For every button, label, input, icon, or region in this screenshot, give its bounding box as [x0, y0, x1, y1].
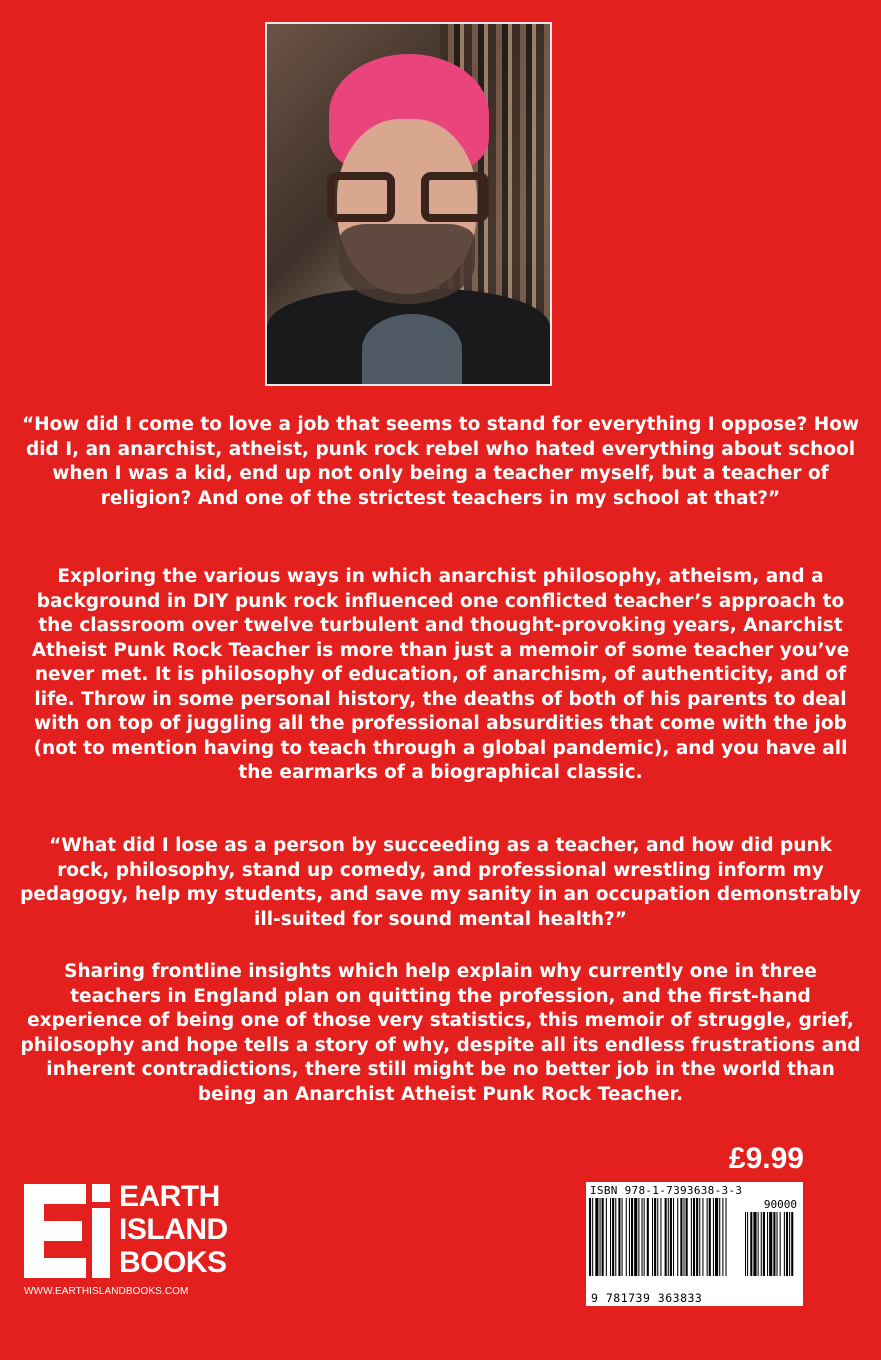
barcode-bar: [589, 1198, 591, 1276]
addon-bar: [791, 1212, 793, 1276]
addon-bar: [750, 1212, 752, 1276]
barcode-bar: [691, 1198, 692, 1276]
addon-bar: [763, 1212, 765, 1276]
earth-island-logo-icon: [24, 1184, 110, 1278]
barcode-bar: [610, 1198, 611, 1276]
author-shirt: [362, 314, 462, 384]
price-label: £9.99: [728, 1142, 804, 1175]
barcode-bar: [719, 1198, 720, 1276]
barcode-bar: [696, 1198, 698, 1276]
barcode-bar: [684, 1198, 685, 1276]
addon-bar: [786, 1212, 788, 1276]
addon-bar: [777, 1212, 778, 1276]
barcode-bar: [644, 1198, 645, 1276]
barcode-bar: [665, 1198, 667, 1276]
barcode-bar: [726, 1198, 727, 1276]
barcode-bar: [709, 1198, 711, 1276]
barcode-bar: [647, 1198, 649, 1276]
addon-bar: [769, 1212, 772, 1276]
barcode-bar: [677, 1198, 678, 1276]
barcode-bar: [654, 1198, 656, 1276]
barcode-bar: [657, 1198, 658, 1276]
addon-bar: [761, 1212, 762, 1276]
blurb-paragraph-2: Sharing frontline insights which help explain why currently one in three teachers in England plan on quitting the profession, and the first-hand experience of being one of those very statistics, this memoir of struggle, grief, philosophy and hope tells a story of why, despite all its endless frustrations and inherent contradictions, there still might be no better job in the world than being an Anarchist Atheist Punk Rock Teacher.: [20, 961, 861, 1105]
barcode-bar: [606, 1198, 607, 1276]
barcode-bar: [612, 1198, 614, 1276]
blurb-paragraph-1: Exploring the various ways in which anarchist philosophy, atheism, and a background in DIY punk rock influenced one conflicted teacher’s approach to the classroom over twelve turbulent and thought-provoking years, Anarchist Atheist Punk Rock Teacher is more than just a memoir of some teacher you’ve never met. It is philosophy of education, of anarchism, of authenticity, and of life. Throw in some personal history, the deaths of both of his parents to deal with on top of juggling all the professional absurdities that come with the job (not to mention having to teach through a global pandemic), and you have all the earmarks of a biographical classic.: [31, 566, 850, 783]
barcode-bar: [699, 1198, 700, 1276]
barcode-bar: [652, 1198, 653, 1276]
author-photo: [265, 22, 552, 386]
isbn-barcode: [586, 1182, 803, 1306]
publisher-name-line-1: EARTH: [119, 1180, 220, 1213]
barcode-bar: [715, 1198, 718, 1276]
barcode-addon: 90000: [763, 1198, 797, 1211]
barcode-bar: [713, 1198, 714, 1276]
blurb-quote-2: “What did I lose as a person by succeeding as a teacher, and how did punk rock, philosophy, stand up comedy, and professional wrestling inform my pedagogy, help my students, and save my sanity in an occupation demonstrably ill-suited for sound mental health?”: [20, 835, 861, 930]
barcode-bars-icon: [589, 1198, 797, 1290]
barcode-bar: [673, 1198, 674, 1276]
barcode-bar: [629, 1198, 630, 1276]
publisher-name-line-2: ISLAND: [119, 1213, 228, 1246]
addon-bar: [747, 1212, 748, 1276]
publisher-name: [119, 1180, 228, 1279]
barcode-bar: [592, 1198, 593, 1276]
publisher-logo: [24, 1180, 228, 1279]
barcode-bar: [642, 1198, 643, 1276]
barcode-bar: [722, 1198, 723, 1276]
barcode-bar: [622, 1198, 623, 1276]
barcode-bar: [668, 1198, 669, 1276]
barcode-bar: [707, 1198, 708, 1276]
barcode-bar: [702, 1198, 703, 1276]
barcode-bar: [634, 1198, 637, 1276]
author-glasses: [327, 172, 489, 224]
publisher-name-line-3: BOOKS: [119, 1246, 227, 1279]
barcode-bar: [680, 1198, 682, 1276]
author-beard: [339, 224, 475, 304]
addon-bar: [753, 1212, 756, 1276]
addon-bar: [773, 1212, 775, 1276]
barcode-bar: [660, 1198, 661, 1276]
barcode-bar: [693, 1198, 695, 1276]
barcode-bar: [638, 1198, 639, 1276]
barcode-bar: [602, 1198, 604, 1276]
barcode-bar: [670, 1198, 672, 1276]
isbn-text: ISBN 978-1-7393638-3-3: [590, 1184, 743, 1197]
publisher-website: WWW.EARTHISLANDBOOKS.COM: [24, 1286, 189, 1297]
barcode-bar: [618, 1198, 620, 1276]
blurb-quote-1: “How did I come to love a job that seems to stand for everything I oppose? How did I, an anarchist, atheist, punk rock rebel who hated everything about school when I was a kid, end up not only being a teacher myself, but a teacher of religion? And one of the strictest teachers in my school at that?”: [21, 414, 860, 509]
ean-digits: 9 781739 363833: [591, 1291, 703, 1305]
barcode-bar: [686, 1198, 688, 1276]
addon-bar: [745, 1212, 746, 1276]
addon-bar: [784, 1212, 785, 1276]
addon-bar: [767, 1212, 768, 1276]
barcode-bar: [595, 1198, 598, 1276]
addon-bar: [780, 1212, 781, 1276]
barcode-bar: [600, 1198, 601, 1276]
barcode-bar: [626, 1198, 627, 1276]
addon-bar: [758, 1212, 759, 1276]
addon-bar: [789, 1212, 790, 1276]
barcode-bar: [615, 1198, 616, 1276]
barcode-bar: [631, 1198, 633, 1276]
